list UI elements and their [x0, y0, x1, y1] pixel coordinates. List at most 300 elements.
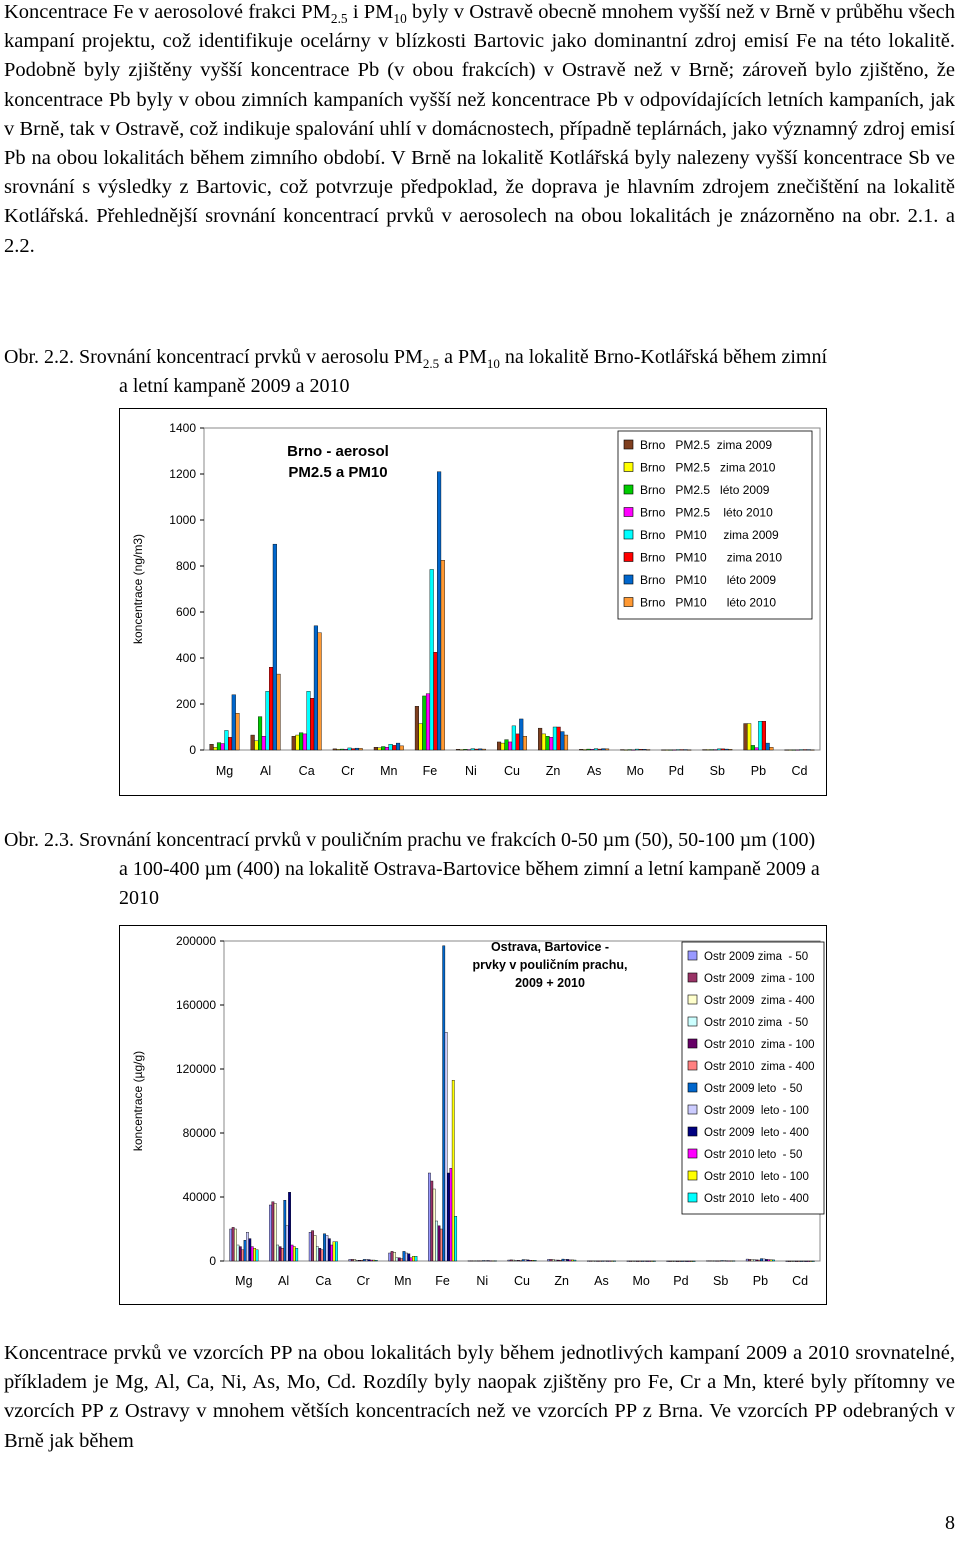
bar [690, 1261, 692, 1262]
figure-caption-2-3 [4, 826, 956, 913]
bar [363, 1259, 365, 1261]
bar [766, 743, 770, 750]
chart-title-line: prvky v pouličním prachu, [472, 958, 628, 972]
bar [796, 750, 800, 751]
y-tick-label: 1000 [169, 513, 196, 527]
bar [785, 750, 789, 751]
bar [323, 1234, 325, 1261]
bar [241, 1250, 243, 1261]
bar [470, 1261, 472, 1262]
bar [546, 736, 550, 750]
caption-line-1: Obr. 2.3. Srovnání koncentrací prvků v pouličním prachu ve frakcích 0-50 µm (50), 50-100 µm (100) [4, 829, 816, 851]
bar [627, 1261, 629, 1262]
x-category-label: Sb [709, 764, 725, 778]
x-category-label: Zn [554, 1274, 570, 1288]
bar [311, 1231, 313, 1261]
bar [674, 1261, 676, 1262]
bar [760, 1259, 762, 1261]
bar [758, 1260, 760, 1261]
bar [798, 1261, 800, 1262]
bar [547, 1259, 549, 1261]
bar [559, 1260, 561, 1261]
bar [717, 749, 721, 750]
legend-label: Ostr 2009 zima - 400 [704, 995, 815, 1007]
bar [669, 1261, 671, 1262]
y-tick-label: 160000 [175, 998, 216, 1012]
bar [639, 1261, 641, 1262]
bar [426, 694, 430, 750]
bar [255, 741, 259, 750]
bar [805, 1261, 807, 1262]
legend-label: Brno PM10 zima 2009 [640, 528, 779, 542]
bar [687, 750, 691, 751]
bar [447, 1173, 449, 1261]
legend-label: Ostr 2010 zima - 50 [704, 1017, 809, 1029]
bar [281, 1248, 283, 1261]
legend-swatch [688, 951, 697, 960]
bar [419, 724, 423, 750]
y-tick-label: 600 [175, 605, 196, 619]
bar [725, 1261, 727, 1262]
legend-swatch [624, 440, 633, 449]
x-category-label: Cu [514, 1274, 530, 1288]
bar [422, 696, 426, 750]
bar [433, 1189, 435, 1261]
y-tick-label: 800 [175, 559, 196, 573]
bar [213, 747, 217, 750]
bar [468, 1261, 470, 1262]
bar [512, 726, 516, 750]
bar [251, 735, 255, 750]
bar [415, 706, 419, 750]
bar [291, 1245, 293, 1261]
bar [494, 1261, 496, 1262]
bar [646, 750, 650, 751]
bar [438, 1226, 440, 1261]
bar [597, 1261, 599, 1262]
bar [564, 735, 568, 750]
bar [307, 691, 311, 750]
bar [354, 1259, 356, 1261]
text-run: Obr. 2.2. Srovnání koncentrací prvků v aerosolu PM [4, 346, 423, 368]
bar [673, 750, 677, 751]
y-axis-label: koncentrace (ng/m3) [131, 533, 145, 645]
bar [492, 1261, 494, 1262]
bar [482, 749, 486, 750]
caption-line-2: a 100-400 µm (400) na lokalitě Ostrava-Bartovice během zimní a letní kampaně 2009 a [119, 858, 820, 880]
bar [482, 1261, 484, 1262]
caption-line-3: 2010 [119, 887, 159, 909]
bar [471, 749, 475, 750]
bar [753, 1260, 755, 1261]
bar [590, 1261, 592, 1262]
bar [557, 727, 561, 750]
bar [454, 1216, 456, 1261]
bar [762, 721, 766, 750]
bar [244, 1240, 246, 1261]
bar [714, 1261, 716, 1262]
bar [723, 1261, 725, 1262]
bar [529, 1260, 531, 1261]
bar [408, 1254, 410, 1261]
bar [636, 1261, 638, 1262]
subscript: 2.5 [330, 11, 348, 27]
bar [755, 748, 759, 750]
bar [686, 1261, 688, 1262]
bar [609, 1261, 611, 1262]
bar [562, 1259, 564, 1261]
bar [613, 1261, 615, 1262]
bar [594, 1261, 596, 1262]
x-category-label: Sb [713, 1274, 729, 1288]
bar [751, 1260, 753, 1261]
y-tick-label: 200000 [175, 934, 216, 948]
x-category-label: Cd [791, 764, 808, 778]
bar [569, 1260, 571, 1261]
bar [232, 695, 236, 750]
y-tick-label: 0 [189, 743, 196, 757]
bar [812, 1261, 814, 1262]
bar [473, 1261, 475, 1262]
bar [629, 1261, 631, 1262]
bar [519, 719, 523, 750]
bar [303, 734, 307, 750]
bar [710, 750, 714, 751]
bar [520, 1261, 522, 1262]
bar [714, 750, 718, 751]
bar [351, 749, 355, 750]
x-category-label: Fe [422, 764, 438, 778]
bar [378, 748, 382, 750]
figure-caption-2-2 [4, 343, 956, 401]
bar [253, 1248, 255, 1261]
paragraph-intro [4, 0, 955, 261]
bar [667, 1261, 669, 1262]
bar [803, 1261, 805, 1262]
bar [228, 737, 232, 750]
bar [393, 1252, 395, 1261]
bar [634, 1261, 636, 1262]
bar [587, 749, 591, 750]
bar [328, 1239, 330, 1261]
y-axis-label: koncentrace (µg/g) [131, 1050, 145, 1152]
bar [644, 1261, 646, 1262]
legend-label: Ostr 2009 leto - 100 [704, 1105, 809, 1117]
bar [452, 1080, 454, 1261]
x-category-label: Pb [750, 764, 767, 778]
chart-brno-aerosol [119, 408, 827, 796]
bar [769, 747, 773, 750]
bar [239, 1247, 241, 1261]
bar [251, 1247, 253, 1261]
bar [405, 1253, 407, 1261]
bar [464, 749, 468, 750]
x-category-label: Mo [632, 1274, 650, 1288]
legend-swatch [688, 1105, 697, 1114]
legend-swatch [688, 1171, 697, 1180]
bar [611, 1261, 613, 1262]
bar [605, 749, 609, 750]
legend-swatch [688, 1039, 697, 1048]
bar [807, 1261, 809, 1262]
bar [549, 737, 553, 750]
x-category-label: Mn [394, 1274, 412, 1288]
bar [635, 749, 639, 750]
x-category-label: As [586, 764, 602, 778]
legend-swatch [688, 1127, 697, 1136]
bar [374, 747, 378, 750]
bar [358, 1260, 360, 1261]
legend-swatch [688, 1061, 697, 1070]
bar [272, 1202, 274, 1261]
text-run: a PM [439, 346, 487, 368]
x-category-label: Al [260, 764, 272, 778]
bar [286, 1226, 288, 1261]
bar [728, 749, 732, 750]
bar [800, 1261, 802, 1262]
bar [249, 1239, 251, 1261]
bar [683, 1261, 685, 1262]
x-category-label: As [594, 1274, 609, 1288]
bar [485, 1261, 487, 1262]
bar [412, 1256, 414, 1261]
x-category-label: Pb [752, 1274, 769, 1288]
legend-swatch [624, 553, 633, 562]
bar [279, 1247, 281, 1261]
subscript: 10 [486, 356, 500, 371]
bar [653, 1261, 655, 1262]
bar [319, 1248, 321, 1261]
bar [415, 1256, 417, 1261]
bar [733, 1261, 735, 1262]
bar [489, 1261, 491, 1262]
bar [721, 749, 725, 750]
bar [276, 1245, 278, 1261]
bar [400, 1259, 402, 1261]
legend-label: Ostr 2010 zima - 100 [704, 1039, 815, 1051]
legend-swatch [688, 973, 697, 982]
bar [330, 1245, 332, 1261]
bar [273, 544, 277, 750]
x-category-label: Ca [315, 1274, 332, 1288]
bar [552, 1260, 554, 1261]
bar [747, 724, 751, 750]
bar [368, 1260, 370, 1261]
bar [579, 749, 583, 750]
bar [428, 1173, 430, 1261]
legend-swatch [688, 1083, 697, 1092]
bar [555, 1260, 557, 1261]
bar [646, 1261, 648, 1262]
legend-swatch [688, 1193, 697, 1202]
bar [309, 1232, 311, 1261]
bar [284, 1200, 286, 1261]
bar [601, 1261, 603, 1262]
legend-label: Ostr 2010 zima - 400 [704, 1061, 815, 1073]
bar [403, 1251, 405, 1261]
bar [505, 740, 509, 750]
bar [356, 1260, 358, 1261]
bar [574, 1260, 576, 1261]
bar [516, 734, 520, 750]
bar [398, 1258, 400, 1261]
bar [676, 1261, 678, 1262]
bar [440, 1229, 442, 1261]
bar [321, 1250, 323, 1261]
bar [758, 721, 762, 750]
bar [810, 1261, 812, 1262]
bar [522, 1260, 524, 1261]
x-category-label: Cu [504, 764, 520, 778]
bar [648, 1261, 650, 1262]
legend-label: Ostr 2010 leto - 400 [704, 1193, 809, 1205]
legend-label: Ostr 2009 leto - 400 [704, 1127, 809, 1139]
bar [765, 1259, 767, 1261]
bar [604, 1261, 606, 1262]
bar [232, 1227, 234, 1261]
bar [355, 748, 359, 750]
bar [288, 1192, 290, 1261]
bar [299, 733, 303, 750]
bar [445, 1032, 447, 1261]
bar [592, 1261, 594, 1262]
legend-label: Ostr 2010 leto - 100 [704, 1171, 809, 1183]
bar [730, 1261, 732, 1262]
x-category-label: Mn [380, 764, 398, 778]
legend-label: Brno PM10 zima 2010 [640, 550, 783, 565]
bar [501, 743, 505, 750]
bar [748, 1259, 750, 1261]
bar [349, 1259, 351, 1261]
bar [728, 1261, 730, 1262]
bar [385, 747, 389, 750]
bar [684, 750, 688, 751]
legend-swatch [624, 598, 633, 607]
legend-swatch [624, 485, 633, 494]
bar [564, 1259, 566, 1261]
text-run: i PM [347, 1, 394, 23]
bar [359, 748, 363, 750]
bar [716, 1261, 718, 1262]
x-category-label: Zn [545, 764, 561, 778]
bar [693, 1261, 695, 1262]
bar [396, 1258, 398, 1261]
bar [400, 746, 404, 750]
bar [258, 717, 262, 750]
bar [467, 750, 471, 751]
legend-swatch [624, 463, 633, 472]
bar [443, 946, 445, 1261]
bar [811, 750, 815, 751]
caption-line-2: a letní kampaně 2009 a 2010 [119, 375, 350, 397]
bar [553, 727, 557, 750]
subscript: 10 [393, 11, 407, 27]
bar [557, 1260, 559, 1261]
bar [431, 1181, 433, 1261]
bar [632, 1261, 634, 1262]
x-category-label: Pd [668, 764, 684, 778]
bar [510, 1260, 512, 1261]
subscript: 2.5 [422, 356, 440, 371]
bar [478, 749, 482, 750]
x-category-label: Ca [298, 764, 315, 778]
bar [524, 1260, 526, 1261]
bar [681, 1261, 683, 1262]
bar [523, 736, 527, 750]
bar [475, 749, 479, 750]
bar [296, 735, 300, 750]
x-category-label: Cr [356, 1274, 370, 1288]
y-tick-label: 400 [175, 651, 196, 665]
bar [236, 713, 240, 750]
bar [389, 744, 393, 750]
bar [567, 1259, 569, 1261]
bar [751, 745, 755, 750]
bar [274, 1203, 276, 1261]
x-category-label: Ni [465, 764, 477, 778]
x-category-label: Fe [435, 1274, 450, 1288]
bar [456, 749, 460, 750]
bar [497, 742, 501, 750]
bar [410, 1258, 412, 1261]
bar [266, 691, 270, 750]
bar [217, 743, 221, 750]
bar [718, 1261, 720, 1262]
y-tick-label: 120000 [175, 1062, 216, 1076]
bar [508, 1260, 510, 1261]
bar [756, 1260, 758, 1261]
bar [512, 1260, 514, 1261]
bar [348, 748, 352, 750]
text-run: byly v Ostravě obecně mnohem vyšší než v Brně v průběhu všech kampaní projektu, což identifikuje ocelárny v blízkosti Bartovic jako dominantní zdroj emisí Fe na této lokalitě. Podobně byly zjištěny vyšší koncentrace Pb (v obou frakcích) v Ostravě než v Brně; zároveň bylo zjištěno, že koncentrace Pb byly v obou zimních kampaních vyšší než koncentrace Pb v odpovídajících letních kampaních, jak v Brně, tak v Ostravě, což indikuje spalování uhlí v domácnostech, případně teplárnách, jako významný zdroj emisí Pb na obou lokalitách během zimního období. V Brně na lokalitě Kotlářská byly nalezeny vyšší koncentrace Sb ve srovnání s výsledky z Bartovic, což potvrzuje předpoklad, že doprava je hlavním zdrojem znečištění na lokalitě Kotlářská. Přehlednější srovnání koncentrací prvků v aerosolech na obou lokalitách je znázorněno na obr. 2.1. a 2.2. [4, 1, 956, 257]
bar [679, 1261, 681, 1262]
bar [770, 1260, 772, 1261]
bar [333, 749, 337, 750]
x-category-label: Al [278, 1274, 290, 1288]
bar [587, 1261, 589, 1262]
bar [643, 749, 647, 750]
bar [746, 1259, 748, 1261]
bar [807, 750, 811, 751]
bar [661, 750, 665, 751]
bar [333, 1242, 335, 1261]
bar [542, 734, 546, 750]
bar [620, 750, 624, 751]
bar [624, 750, 628, 751]
bar [335, 1242, 337, 1261]
bar [772, 1260, 774, 1261]
bar [706, 750, 710, 751]
bar [381, 747, 385, 750]
bar [599, 1261, 601, 1262]
legend-swatch [624, 575, 633, 584]
bar [799, 750, 803, 751]
bar [744, 724, 748, 750]
legend-swatch [624, 530, 633, 539]
legend-swatch [688, 995, 697, 1004]
x-category-label: Mg [215, 764, 234, 778]
bar [396, 743, 400, 750]
x-category-label: Pd [673, 1274, 689, 1288]
bar [676, 750, 680, 751]
y-tick-label: 1400 [169, 421, 196, 435]
y-tick-label: 200 [175, 697, 196, 711]
bar [571, 1260, 573, 1261]
bar [671, 1261, 673, 1262]
bar [437, 472, 441, 750]
bar [337, 749, 341, 750]
bar [763, 1259, 765, 1261]
